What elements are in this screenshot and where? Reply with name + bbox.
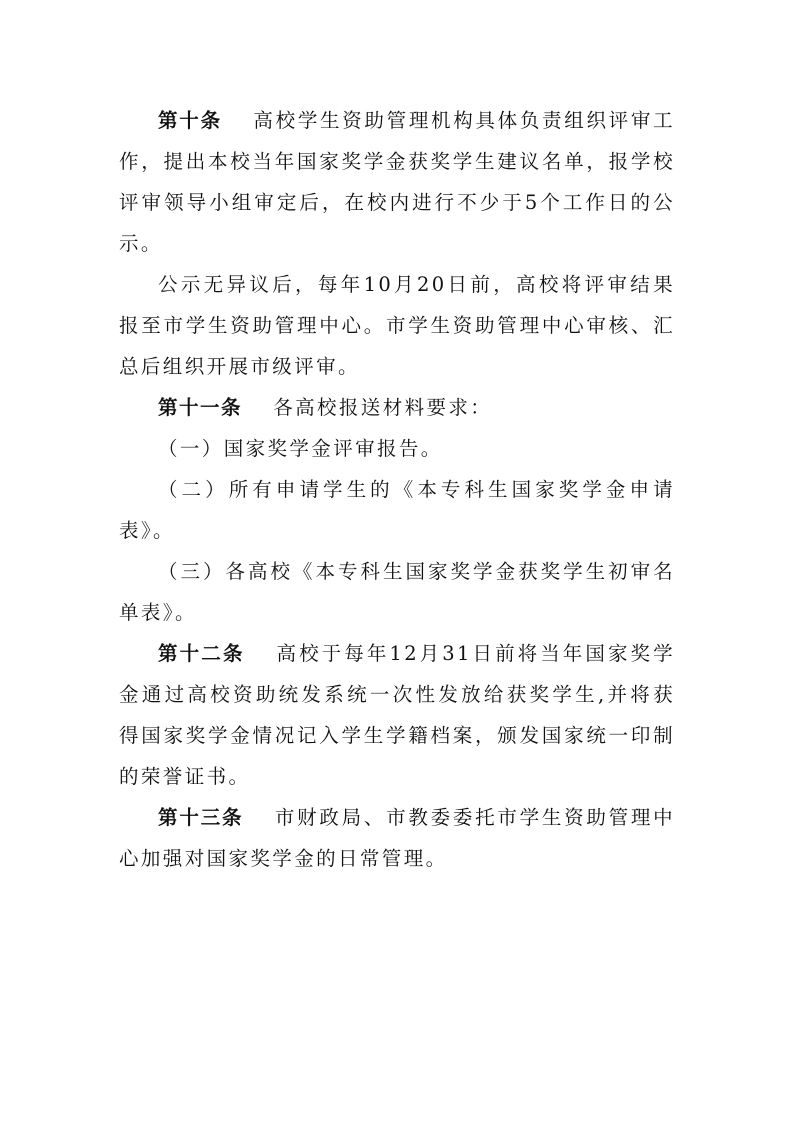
article-10-heading: 第十条 [158,109,222,132]
article-12 [119,633,675,797]
article-11-item-2: （二）所有申请学生的《本专科生国家奖学金申请表》。 [119,478,675,542]
article-12-heading: 第十二条 [158,642,245,665]
article-11-heading: 第十一条 [158,396,243,419]
article-13-text: 市财政局、市教委委托市学生资助管理中心加强对国家奖学金的日常管理。 [119,806,675,870]
article-11-text: 各高校报送材料要求： [273,396,493,419]
article-10-text: 高校学生资助管理机构具体负责组织评审工作，提出本校当年国家奖学金获奖学生建议名单，报学校评审领导小组审定后，在校内进行不少于5个工作日的公示。 [119,109,675,255]
article-13-heading: 第十三条 [158,806,244,829]
article-12-text: 高校于每年12月31日前将当年国家奖学金通过高校资助统发系统一次性发放给获奖学生,并将获得国家奖学金情况记入学生学籍档案，颁发国家统一印制的荣誉证书。 [119,642,675,788]
article-11 [119,387,675,428]
document-body [119,100,675,879]
article-11-item-3: （三）各高校《本专科生国家奖学金获奖学生初审名单表》。 [119,560,675,624]
article-10-paragraph-2: 公示无异议后，每年10月20日前，高校将评审结果报至市学生资助管理中心。市学生资助管理中心审核、汇总后组织开展市级评审。 [119,273,675,378]
article-11-item-1: （一）国家奖学金评审报告。 [158,437,443,460]
article-10 [119,100,675,264]
article-13 [119,797,675,879]
